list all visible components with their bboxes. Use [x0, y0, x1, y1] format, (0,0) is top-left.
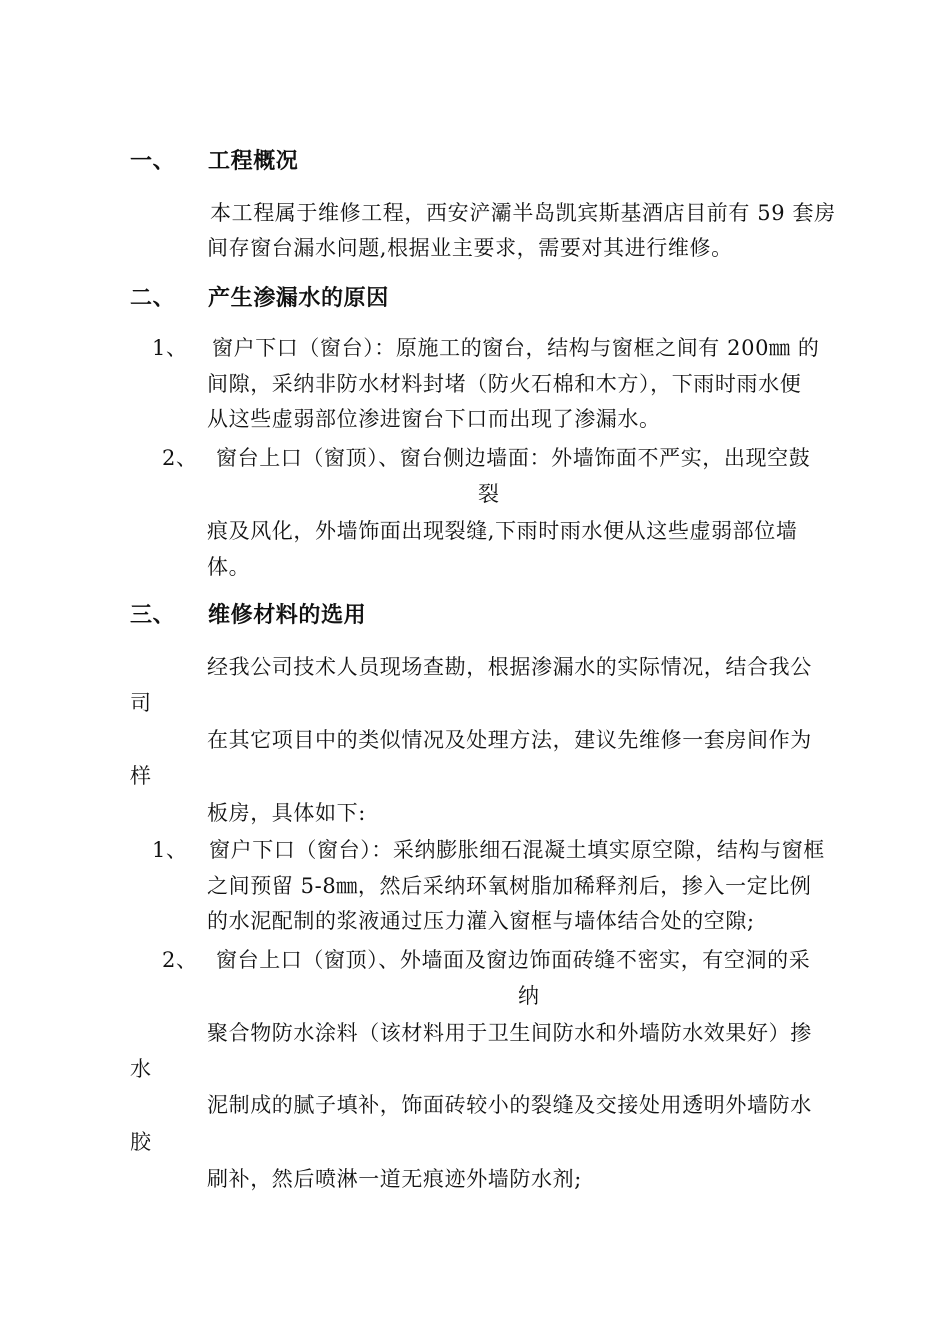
section-3-item-1-number: 1、	[152, 838, 188, 862]
section-2-title: 产生渗漏水的原因	[208, 286, 389, 311]
section-3-paragraph-line: 板房，具体如下:	[207, 801, 366, 825]
section-2-item-1-number: 1、	[152, 336, 188, 360]
section-3-item-2-line: 窗台上口（窗顶）、外墙面及窗边饰面砖缝不密实，有空洞的采	[216, 948, 811, 972]
section-2-item-2-line: 体。	[207, 555, 251, 579]
section-2-item-1-line: 从这些虚弱部位渗进窗台下口而出现了渗漏水。	[207, 407, 661, 431]
section-3-item-1-line: 之间预留 5-8㎜，然后采纳环氧树脂加稀释剂后，掺入一定比例	[207, 874, 812, 898]
section-3-item-1-line: 窗户下口（窗台）：采纳膨胀细石混凝土填实原空隙，结构与窗框	[209, 838, 825, 862]
section-3-item-2-line: 刷补，然后喷淋一道无痕迹外墙防水剂;	[207, 1167, 582, 1191]
section-3-paragraph-line: 在其它项目中的类似情况及处理方法，建议先维修一套房间作为	[207, 728, 812, 752]
section-1-title: 工程概况	[208, 149, 299, 174]
section-1-number: 一、	[130, 149, 176, 174]
section-3-item-1-line: 的水泥配制的浆液通过压力灌入窗框与墙体结合处的空隙;	[207, 909, 755, 933]
section-2-item-2-line: 裂	[478, 482, 500, 506]
section-2-item-1-line: 窗户下口（窗台）：原施工的窗台，结构与窗框之间有 200㎜ 的	[212, 336, 820, 360]
section-3-title: 维修材料的选用	[208, 603, 367, 628]
section-2-number: 二、	[130, 286, 176, 311]
section-3-paragraph-line: 样	[130, 764, 152, 788]
section-2-item-2-line: 痕及风化，外墙饰面出现裂缝,下雨时雨水便从这些虚弱部位墙	[207, 519, 798, 543]
section-1-paragraph-line: 间存窗台漏水问题,根据业主要求，需要对其进行维修。	[207, 236, 733, 260]
section-3-paragraph-line: 经我公司技术人员现场查勘，根据渗漏水的实际情况，结合我公	[207, 655, 812, 679]
section-2-item-2-number: 2、	[162, 446, 198, 470]
section-3-item-2-line: 聚合物防水涂料（该材料用于卫生间防水和外墙防水效果好）掺	[207, 1021, 812, 1045]
section-3-item-2-line: 水	[130, 1057, 152, 1081]
section-3-paragraph-line: 司	[130, 691, 152, 715]
section-3-item-2-line: 纳	[518, 984, 540, 1008]
section-3-item-2-line: 泥制成的腻子填补，饰面砖较小的裂缝及交接处用透明外墙防水	[207, 1093, 812, 1117]
section-3-number: 三、	[130, 603, 176, 628]
section-2-item-2-line: 窗台上口（窗顶）、窗台侧边墙面：外墙饰面不严实，出现空鼓	[216, 446, 811, 470]
section-2-item-1-line: 间隙，采纳非防水材料封堵（防火石棉和木方），下雨时雨水便	[207, 372, 802, 396]
section-3-item-2-number: 2、	[162, 948, 198, 972]
section-1-paragraph-line: 本工程属于维修工程，西安浐灞半岛凯宾斯基酒店目前有 59 套房	[210, 201, 836, 225]
section-3-item-2-line: 胶	[130, 1130, 152, 1154]
